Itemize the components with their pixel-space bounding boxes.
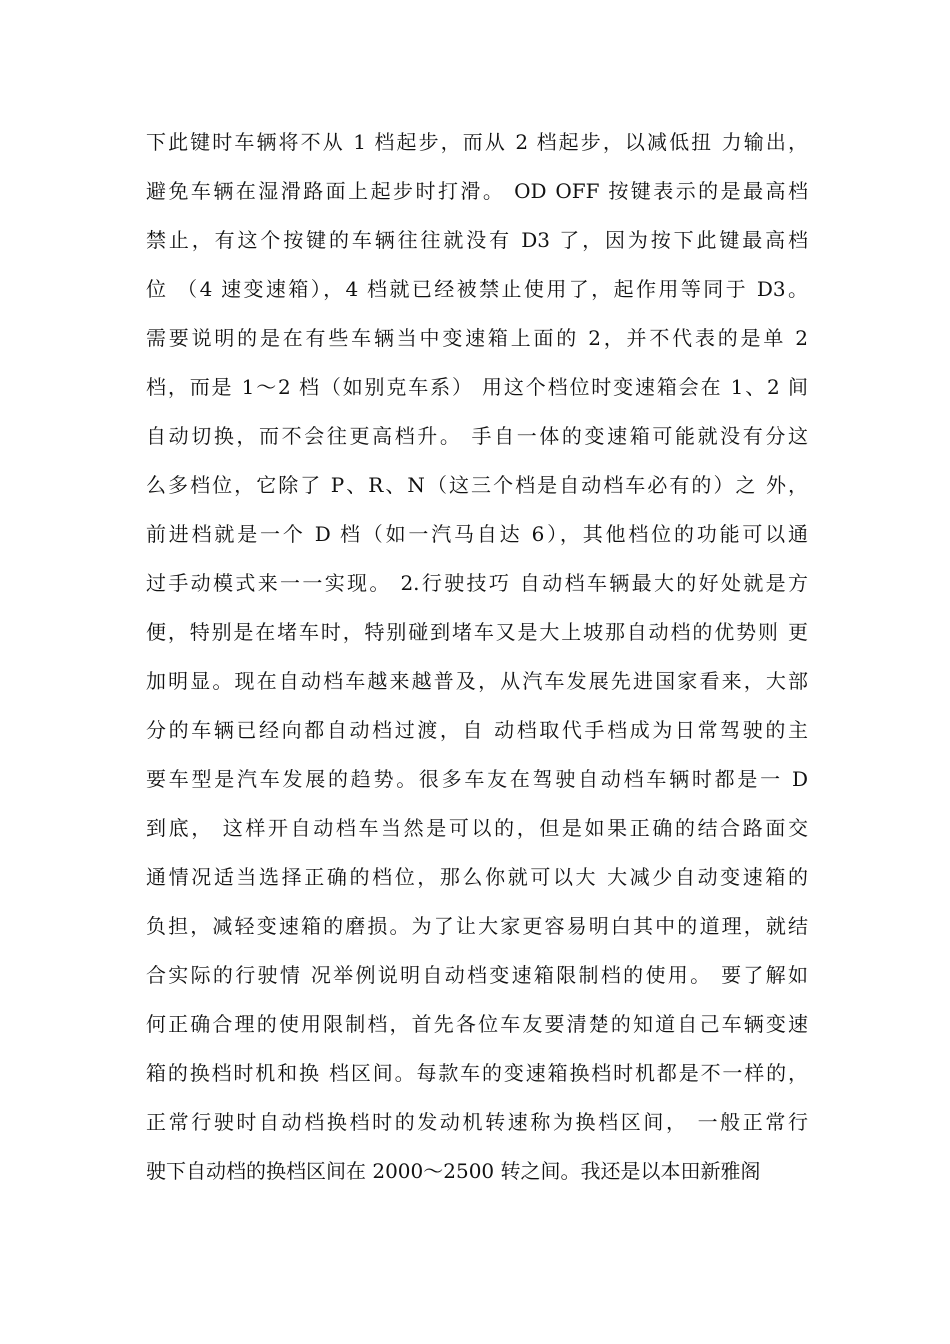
body-text [146,118,808,1196]
text-line: 合实际的行驶情 况举例说明自动档变速箱限制档的使用。 要了解如 [146,963,808,987]
text-line: 便，特别是在堵车时，特别碰到堵车又是大上坡那自动档的优势则 更 [146,620,808,644]
text-line: 避免车辆在湿滑路面上起步时打滑。 OD OFF 按键表示的是最高档 [146,179,808,203]
text-line: 位 （4 速变速箱），4 档就已经被禁止使用了，起作用等同于 D3。 [146,277,808,301]
text-line: 加明显。现在自动档车越来越普及，从汽车发展先进国家看来，大部 [146,669,808,693]
text-line: 自动切换，而不会往更高档升。 手自一体的变速箱可能就没有分这 [146,424,808,448]
text-line: 箱的换档时机和换 档区间。每款车的变速箱换档时机都是不一样的， [146,1061,808,1085]
text-line: 分的车辆已经向都自动档过渡，自 动档取代手档成为日常驾驶的主 [146,718,808,742]
text-line: 档，而是 1～2 档（如别克车系） 用这个档位时变速箱会在 1、2 间 [146,375,808,399]
text-line: 需要说明的是在有些车辆当中变速箱上面的 2，并不代表的是单 2 [146,326,808,350]
text-line: 前进档就是一个 D 档（如一汽马自达 6），其他档位的功能可以通 [146,522,808,546]
text-line: 要车型是汽车发展的趋势。很多车友在驾驶自动档车辆时都是一 D [146,767,808,791]
text-line: 下此键时车辆将不从 1 档起步，而从 2 档起步，以减低扭 力输出， [146,130,808,154]
text-line: 何正确合理的使用限制档，首先各位车友要清楚的知道自己车辆变速 [146,1012,808,1036]
text-line: 负担，减轻变速箱的磨损。为了让大家更容易明白其中的道理，就结 [146,914,808,938]
text-line: 通情况适当选择正确的档位，那么你就可以大 大减少自动变速箱的 [146,865,808,889]
text-line: 么多档位，它除了 P、R、N（这三个档是自动档车必有的）之 外， [146,473,808,497]
text-line: 过手动模式来一一实现。 2.行驶技巧 自动档车辆最大的好处就是方 [146,571,808,595]
text-line: 到底， 这样开自动档车当然是可以的，但是如果正确的结合路面交 [146,816,808,840]
text-line: 禁止，有这个按键的车辆往往就没有 D3 了，因为按下此键最高档 [146,228,808,252]
text-line: 驶下自动档的换档区间在 2000～2500 转之间。我还是以本田新雅阁 [146,1159,761,1183]
text-line: 正常行驶时自动档换档时的发动机转速称为换档区间， 一般正常行 [146,1110,808,1134]
